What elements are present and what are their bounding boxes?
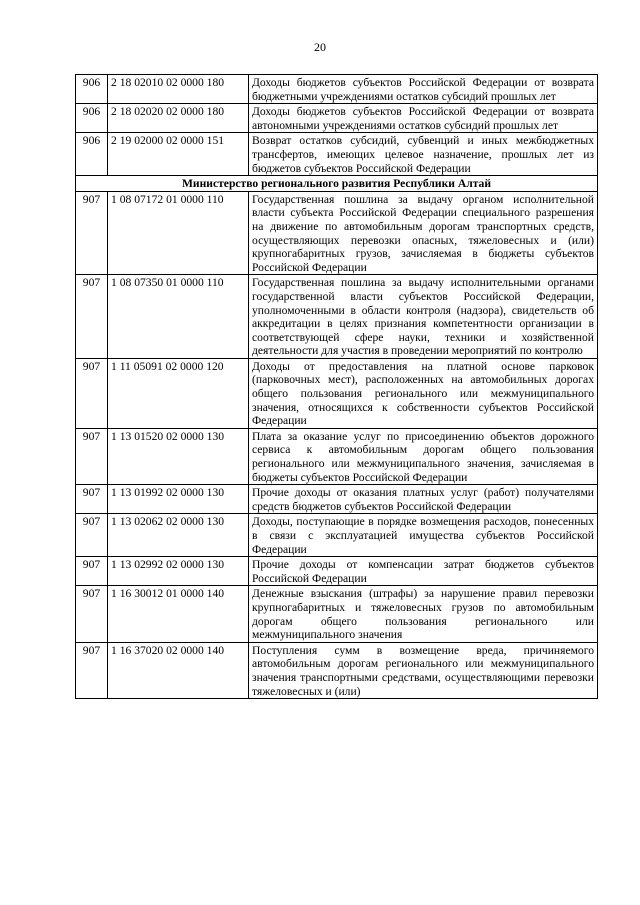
admin-code-cell: 907 <box>76 514 108 557</box>
admin-code-cell: 907 <box>76 275 108 359</box>
table-row <box>76 514 598 557</box>
table-row <box>76 586 598 642</box>
budget-code-cell: 2 18 02020 02 0000 180 <box>108 104 249 133</box>
description-cell: Доходы от предоставления на платной основе парковок (парковочных мест), расположенных на автомобильных дорогах общего пользования регионального или межмуниципального значения, относящихся к собственности субъектов Российской Федерации <box>249 358 598 428</box>
budget-codes-table <box>75 74 598 699</box>
description-cell: Денежные взыскания (штрафы) за нарушение правил перевозки крупногабаритных и тяжеловесных грузов по автомобильным дорогам общего пользования регионального или межмуниципального значения <box>249 586 598 642</box>
table-row <box>76 557 598 586</box>
admin-code-cell: 907 <box>76 191 108 275</box>
description-cell: Прочие доходы от оказания платных услуг (работ) получателями средств бюджетов субъектов Российской Федерации <box>249 485 598 514</box>
admin-code-cell: 907 <box>76 428 108 484</box>
description-cell: Возврат остатков субсидий, субвенций и иных межбюджетных трансфертов, имеющих целевое назначение, прошлых лет из бюджетов субъектов Российской Федерации <box>249 133 598 176</box>
budget-code-cell: 1 16 30012 01 0000 140 <box>108 586 249 642</box>
table-row <box>76 191 598 275</box>
budget-code-cell: 1 13 02992 02 0000 130 <box>108 557 249 586</box>
description-cell: Государственная пошлина за выдачу исполнительными органами государственной власти субъектов Российской Федерации, уполномоченными в области контроля (надзора), свидетельств об аккредитации в целях признания компетентности организации в соответствующей сфере науки, техники и хозяйственной деятельности для участия в проведении мероприятий по контролю <box>249 275 598 359</box>
table-row <box>76 485 598 514</box>
table-row <box>76 275 598 359</box>
section-header-row <box>76 176 598 192</box>
description-cell: Плата за оказание услуг по присоединению объектов дорожного сервиса к автомобильным дорогам общего пользования регионального или межмуниципального значения, зачисляемая в бюджеты субъектов Российской Федерации <box>249 428 598 484</box>
description-cell: Доходы бюджетов субъектов Российской Федерации от возврата автономными учреждениями остатков субсидий прошлых лет <box>249 104 598 133</box>
table-row <box>76 75 598 104</box>
table-row <box>76 358 598 428</box>
admin-code-cell: 907 <box>76 586 108 642</box>
admin-code-cell: 907 <box>76 557 108 586</box>
budget-code-cell: 1 13 01992 02 0000 130 <box>108 485 249 514</box>
admin-code-cell: 907 <box>76 485 108 514</box>
budget-code-cell: 1 08 07172 01 0000 110 <box>108 191 249 275</box>
description-cell: Государственная пошлина за выдачу органом исполнительной власти субъекта Российской Федерации специального разрешения на движение по автомобильным дорогам транспортных средств, осуществляющих перевозки опасных, тяжеловесных и (или) крупногабаритных грузов, зачисляемая в бюджеты субъектов Российской Федерации <box>249 191 598 275</box>
description-cell: Поступления сумм в возмещение вреда, причиняемого автомобильным дорогам регионального или межмуниципального значения транспортными средствами, осуществляющими перевозки тяжеловесных и (или) <box>249 642 598 698</box>
description-cell: Доходы бюджетов субъектов Российской Федерации от возврата бюджетными учреждениями остатков субсидий прошлых лет <box>249 75 598 104</box>
budget-code-cell: 1 13 02062 02 0000 130 <box>108 514 249 557</box>
budget-code-cell: 1 16 37020 02 0000 140 <box>108 642 249 698</box>
budget-code-cell: 1 11 05091 02 0000 120 <box>108 358 249 428</box>
description-cell: Прочие доходы от компенсации затрат бюджетов субъектов Российской Федерации <box>249 557 598 586</box>
table-row <box>76 428 598 484</box>
admin-code-cell: 907 <box>76 358 108 428</box>
budget-code-cell: 1 08 07350 01 0000 110 <box>108 275 249 359</box>
ministry-section-title: Министерство регионального развития Республики Алтай <box>76 176 598 192</box>
admin-code-cell: 906 <box>76 133 108 176</box>
budget-code-cell: 1 13 01520 02 0000 130 <box>108 428 249 484</box>
table-row <box>76 133 598 176</box>
description-cell: Доходы, поступающие в порядке возмещения расходов, понесенных в связи с эксплуатацией имущества субъектов Российской Федерации <box>249 514 598 557</box>
table-row <box>76 104 598 133</box>
admin-code-cell: 906 <box>76 104 108 133</box>
page-number: 20 <box>314 40 326 54</box>
admin-code-cell: 907 <box>76 642 108 698</box>
table-row <box>76 642 598 698</box>
budget-code-cell: 2 19 02000 02 0000 151 <box>108 133 249 176</box>
admin-code-cell: 906 <box>76 75 108 104</box>
budget-code-cell: 2 18 02010 02 0000 180 <box>108 75 249 104</box>
